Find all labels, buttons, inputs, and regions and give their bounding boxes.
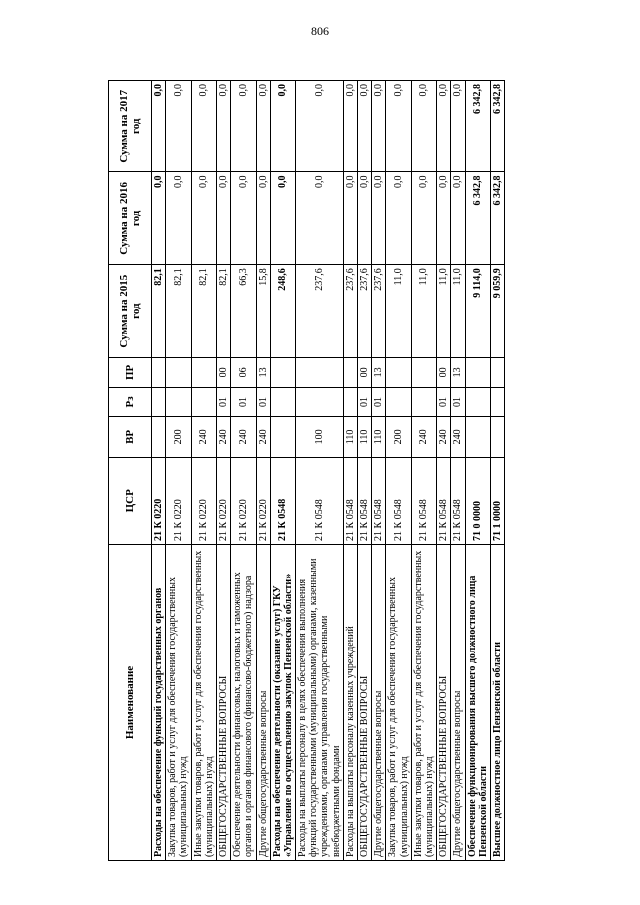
cell-name: Обеспечение функционирования высшего должностного лица Пензенской области [465,544,490,860]
cell-rz [191,387,216,417]
cell-rz: 01 [358,387,372,417]
cell-pr: 13 [451,358,465,388]
cell-sum-2015: 237,6 [372,265,386,358]
cell-sum-2016: 6 342,8 [490,172,504,265]
cell-csr: 21 К 0548 [372,457,386,544]
table-row [358,81,372,861]
cell-csr: 21 К 0220 [256,457,270,544]
budget-table [108,80,505,861]
table-row [411,81,436,861]
cell-sum-2015: 11,0 [411,265,436,358]
cell-vr: 200 [166,417,191,457]
cell-pr [411,358,436,388]
cell-name: Расходы на выплаты персоналу в целях обеспечения выполнения функций государственными (муниципальными) органами, казенными учреждениями, органами управления государственными внебюджетными фондами [296,544,344,860]
cell-rz [166,387,191,417]
cell-csr: 21 К 0220 [216,457,230,544]
cell-sum-2016: 6 342,8 [465,172,490,265]
cell-vr: 110 [358,417,372,457]
table-row [191,81,216,861]
cell-csr: 21 К 0220 [231,457,256,544]
cell-rz [386,387,411,417]
table-row [372,81,386,861]
cell-csr: 21 К 0548 [386,457,411,544]
cell-name: Обеспечение деятельности финансовых, налоговых и таможенных органов и органов финансового (финансово-бюджетного) надзора [231,544,256,860]
cell-sum-2017: 0,0 [451,81,465,173]
cell-sum-2016: 0,0 [411,172,436,265]
header-sum-2017: Сумма на 2017 год [109,81,152,173]
cell-sum-2015: 11,0 [451,265,465,358]
cell-name: Иные закупки товаров, работ и услуг для обеспечения государственных (муниципальных) нужд [411,544,436,860]
cell-vr [270,417,295,457]
cell-sum-2017: 0,0 [270,81,295,173]
table-header-row [109,81,152,861]
cell-vr: 240 [191,417,216,457]
cell-rz [490,387,504,417]
cell-sum-2016: 0,0 [437,172,451,265]
cell-sum-2017: 0,0 [152,81,166,173]
rotated-table-container [108,80,569,861]
table-row [343,81,357,861]
header-name: Наименование [109,544,152,860]
header-sum-2015: Сумма на 2015 год [109,265,152,358]
cell-sum-2015: 9 059,9 [490,265,504,358]
cell-rz: 01 [451,387,465,417]
header-sum-2016: Сумма на 2016 год [109,172,152,265]
cell-rz [343,387,357,417]
cell-pr: 13 [256,358,270,388]
cell-rz [152,387,166,417]
cell-name: ОБЩЕГОСУДАРСТВЕННЫЕ ВОПРОСЫ [358,544,372,860]
header-csr: ЦСР [109,457,152,544]
cell-pr [386,358,411,388]
cell-sum-2017: 0,0 [343,81,357,173]
cell-sum-2016: 0,0 [358,172,372,265]
cell-sum-2016: 0,0 [386,172,411,265]
cell-pr: 00 [358,358,372,388]
cell-rz [465,387,490,417]
cell-pr: 13 [372,358,386,388]
cell-pr: 00 [216,358,230,388]
cell-name: Расходы на обеспечение деятельности (оказание услуг) ГКУ «Управление по осуществлению закупок Пензенской области» [270,544,295,860]
cell-sum-2015: 237,6 [343,265,357,358]
cell-rz: 01 [256,387,270,417]
table-row [231,81,256,861]
header-pr: ПР [109,358,152,388]
cell-sum-2015: 9 114,0 [465,265,490,358]
cell-sum-2017: 0,0 [231,81,256,173]
cell-sum-2017: 0,0 [191,81,216,173]
cell-name: Расходы на обеспечение функций государственных органов [152,544,166,860]
cell-vr: 240 [451,417,465,457]
cell-sum-2016: 0,0 [152,172,166,265]
cell-sum-2015: 82,1 [166,265,191,358]
cell-sum-2016: 0,0 [451,172,465,265]
table-row [166,81,191,861]
cell-pr: 00 [437,358,451,388]
cell-vr: 200 [386,417,411,457]
table-row [490,81,504,861]
cell-vr: 240 [411,417,436,457]
cell-rz: 01 [372,387,386,417]
cell-sum-2016: 0,0 [270,172,295,265]
table-row [296,81,344,861]
cell-sum-2015: 248,6 [270,265,295,358]
cell-sum-2016: 0,0 [191,172,216,265]
cell-sum-2017: 0,0 [216,81,230,173]
cell-pr [465,358,490,388]
cell-sum-2015: 237,6 [296,265,344,358]
cell-vr: 240 [216,417,230,457]
header-rz: Рз [109,387,152,417]
table-row [256,81,270,861]
cell-sum-2017: 0,0 [358,81,372,173]
cell-name: Закупка товаров, работ и услуг для обеспечения государственных (муниципальных) нужд [386,544,411,860]
page-number: 806 [311,24,329,38]
table-row [152,81,166,861]
cell-sum-2016: 0,0 [372,172,386,265]
cell-sum-2015: 11,0 [437,265,451,358]
cell-name: Расходы на выплаты персоналу казенных учреждений [343,544,357,860]
cell-name: Иные закупки товаров, работ и услуг для обеспечения государственных (муниципальных) нужд [191,544,216,860]
cell-sum-2017: 6 342,8 [465,81,490,173]
cell-rz [411,387,436,417]
cell-name: Другие общегосударственные вопросы [372,544,386,860]
cell-csr: 21 К 0548 [358,457,372,544]
cell-sum-2015: 82,1 [216,265,230,358]
table-row [386,81,411,861]
cell-name: ОБЩЕГОСУДАРСТВЕННЫЕ ВОПРОСЫ [216,544,230,860]
cell-sum-2016: 0,0 [216,172,230,265]
cell-sum-2017: 0,0 [372,81,386,173]
cell-vr [465,417,490,457]
table-row [270,81,295,861]
cell-sum-2015: 11,0 [386,265,411,358]
cell-csr: 21 К 0548 [437,457,451,544]
cell-sum-2015: 237,6 [358,265,372,358]
cell-vr: 110 [372,417,386,457]
table-rotation-frame [108,80,569,861]
cell-pr [343,358,357,388]
cell-rz [270,387,295,417]
cell-sum-2016: 0,0 [166,172,191,265]
cell-csr: 21 К 0220 [191,457,216,544]
cell-csr: 21 К 0548 [343,457,357,544]
cell-csr: 71 0 0000 [465,457,490,544]
cell-sum-2017: 6 342,8 [490,81,504,173]
cell-name: Другие общегосударственные вопросы [256,544,270,860]
cell-rz: 01 [231,387,256,417]
cell-sum-2016: 0,0 [343,172,357,265]
cell-sum-2015: 82,1 [191,265,216,358]
cell-sum-2015: 66,3 [231,265,256,358]
cell-vr [152,417,166,457]
cell-pr [191,358,216,388]
cell-csr: 21 К 0548 [296,457,344,544]
cell-sum-2017: 0,0 [166,81,191,173]
cell-sum-2016: 0,0 [296,172,344,265]
table-row [437,81,451,861]
cell-pr [152,358,166,388]
cell-sum-2016: 0,0 [256,172,270,265]
cell-csr: 21 К 0548 [411,457,436,544]
header-vr: ВР [109,417,152,457]
cell-pr [490,358,504,388]
cell-vr: 240 [437,417,451,457]
cell-sum-2016: 0,0 [231,172,256,265]
table-row [451,81,465,861]
cell-sum-2017: 0,0 [437,81,451,173]
cell-sum-2015: 15,8 [256,265,270,358]
cell-vr [490,417,504,457]
cell-name: Высшее должностное лицо Пензенской области [490,544,504,860]
cell-name: ОБЩЕГОСУДАРСТВЕННЫЕ ВОПРОСЫ [437,544,451,860]
table-row [216,81,230,861]
cell-csr: 21 К 0548 [270,457,295,544]
cell-rz: 01 [437,387,451,417]
cell-name: Другие общегосударственные вопросы [451,544,465,860]
cell-vr: 110 [343,417,357,457]
cell-csr: 21 К 0220 [166,457,191,544]
table-body [152,81,505,861]
cell-pr [166,358,191,388]
cell-sum-2017: 0,0 [256,81,270,173]
cell-sum-2017: 0,0 [386,81,411,173]
cell-csr: 21 К 0220 [152,457,166,544]
cell-csr: 71 1 0000 [490,457,504,544]
cell-sum-2015: 82,1 [152,265,166,358]
cell-pr [296,358,344,388]
cell-vr: 240 [256,417,270,457]
cell-csr: 21 К 0548 [451,457,465,544]
cell-vr: 100 [296,417,344,457]
cell-pr [270,358,295,388]
cell-name: Закупка товаров, работ и услуг для обеспечения государственных (муниципальных) нужд [166,544,191,860]
cell-rz: 01 [216,387,230,417]
cell-pr: 06 [231,358,256,388]
cell-vr: 240 [231,417,256,457]
cell-sum-2017: 0,0 [296,81,344,173]
cell-sum-2017: 0,0 [411,81,436,173]
cell-rz [296,387,344,417]
table-row [465,81,490,861]
